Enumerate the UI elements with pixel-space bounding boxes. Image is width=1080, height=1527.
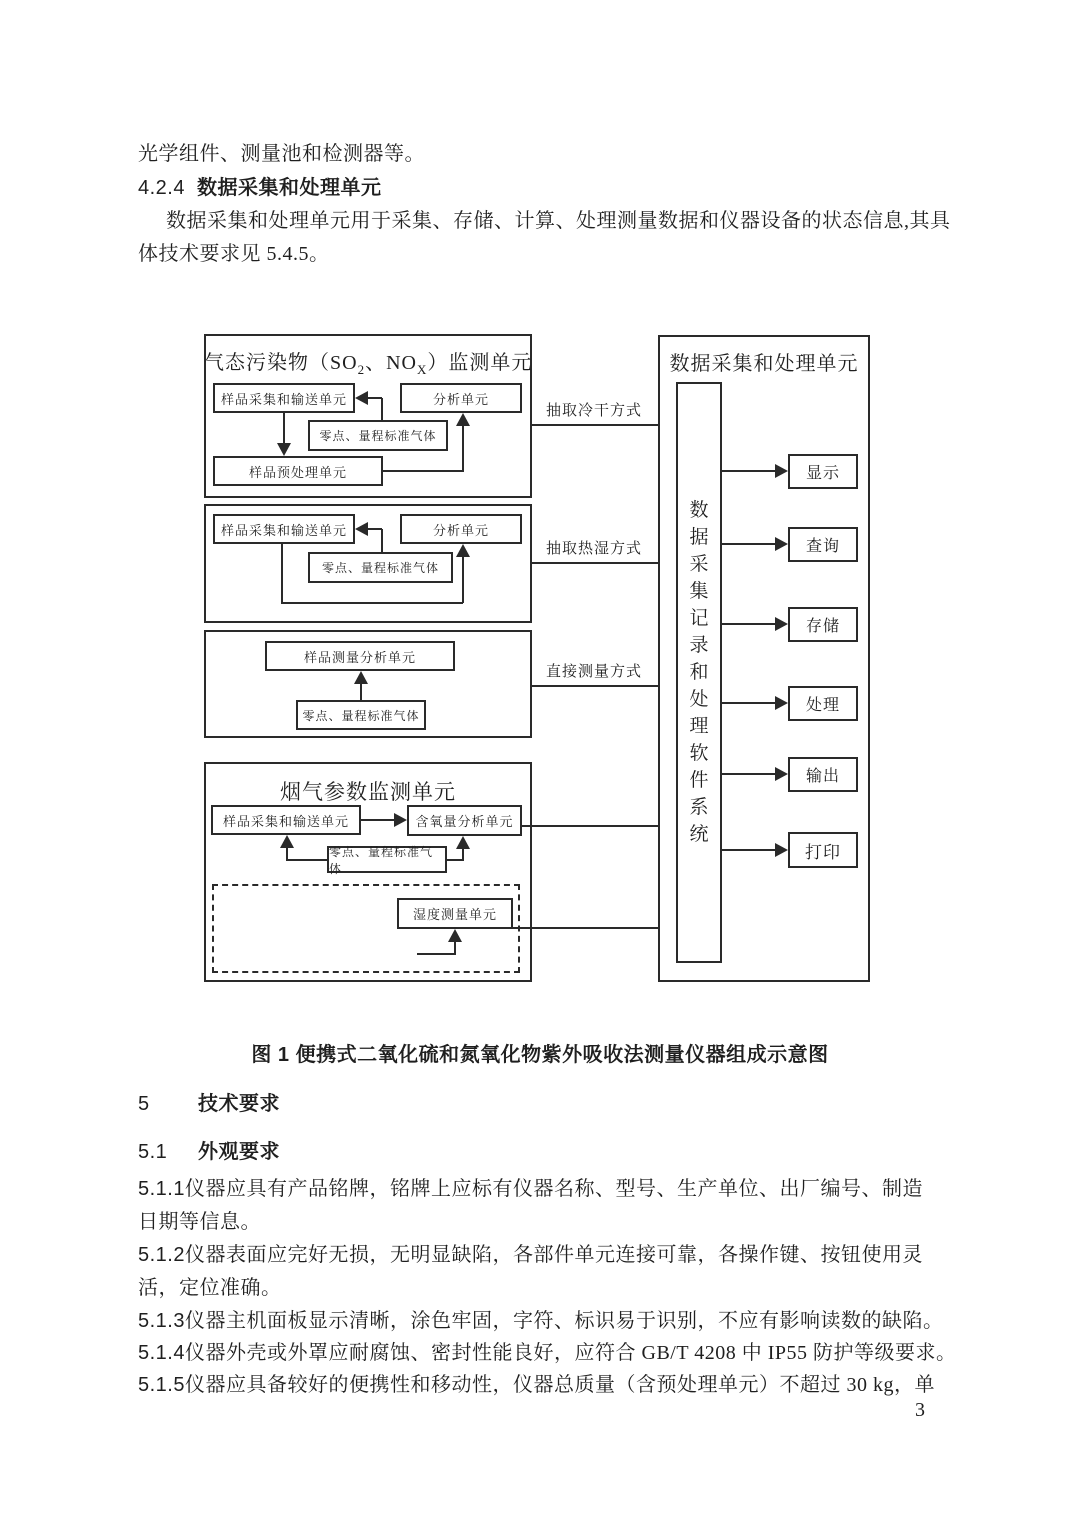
clause-5-1-2 <box>138 1243 923 1267</box>
humidity-measure-box <box>397 898 513 929</box>
connector <box>462 557 464 603</box>
box-label: 样品采集和输送单元 <box>220 522 347 538</box>
connector <box>722 702 775 704</box>
connector <box>368 528 382 530</box>
arrowhead <box>456 836 470 849</box>
s2-sample-collection-box <box>213 514 355 544</box>
flue-unit-title <box>204 776 532 806</box>
box-label: 样品测量分析单元 <box>303 649 416 665</box>
arrowhead <box>775 843 788 857</box>
connector <box>532 562 663 564</box>
connector <box>360 684 362 700</box>
connector <box>513 927 663 929</box>
arrowhead <box>354 671 368 684</box>
clause-number: 5.1.3 <box>138 1310 185 1332</box>
body-line: 光学组件、测量池和检测器等。 <box>138 143 425 165</box>
paragraph-line: 体技术要求见 5.4.5。 <box>138 243 330 265</box>
heading-4-2-4 <box>138 176 381 200</box>
arrowhead <box>775 537 788 551</box>
connector <box>722 773 775 775</box>
box-label: 样品采集和输送单元 <box>222 813 349 829</box>
arrowhead <box>448 929 462 942</box>
box-label: 湿度测量单元 <box>412 907 497 922</box>
heading-title: 技术要求 <box>198 1093 280 1115</box>
flue-zero-span-gas-box <box>327 844 447 876</box>
arrowhead <box>456 413 470 426</box>
connector <box>462 849 464 860</box>
dau-output-output-box <box>788 757 858 792</box>
connector <box>381 529 383 552</box>
s1-pretreatment-box <box>213 456 383 486</box>
connector <box>281 602 463 604</box>
clause-number: 5.1.2 <box>138 1244 185 1266</box>
s3-measure-analysis-box <box>265 641 455 671</box>
box-label: 处理 <box>805 697 840 714</box>
connector <box>281 544 283 604</box>
s3-zero-span-gas-box <box>296 700 426 730</box>
connector <box>462 426 464 471</box>
heading-title: 外观要求 <box>198 1141 280 1163</box>
gas-unit-title-text: 气态污染物（SO <box>204 352 358 374</box>
clause-text: 仪器应具有产品铭牌，铭牌上应标有仪器名称、型号、生产单位、出厂编号、制造 <box>185 1178 923 1200</box>
connector <box>361 819 394 821</box>
arrowhead <box>394 813 407 827</box>
box-label: 存储 <box>805 618 840 635</box>
clause-5-1-1 <box>138 1177 923 1201</box>
heading-number: 4.2.4 <box>138 177 185 199</box>
clause-5-1-2-cont: 活，定位准确。 <box>138 1277 282 1299</box>
clause-number: 5.1.4 <box>138 1342 185 1364</box>
flue-sample-collection-box <box>211 805 361 835</box>
dau-title-text: 数据采集和处理单元 <box>669 353 859 375</box>
flow-label-hot-wet: 抽取热湿方式 <box>546 541 643 557</box>
heading-number: 5.1 <box>138 1141 168 1163</box>
flow-label-direct: 直接测量方式 <box>546 664 643 680</box>
arrowhead <box>775 464 788 478</box>
box-label: 查询 <box>805 538 840 555</box>
clause-text: 仪器表面应完好无损，无明显缺陷，各部件单元连接可靠，各操作键、按钮使用灵 <box>185 1244 923 1266</box>
connector <box>286 848 288 860</box>
box-label: 显示 <box>805 465 840 482</box>
dau-software-column-box <box>676 382 722 963</box>
s2-analysis-box <box>400 514 522 544</box>
connector <box>454 942 456 954</box>
connector <box>522 825 663 827</box>
clause-text: 仪器主机面板显示清晰，涂色牢固，字符、标识易于识别，不应有影响读数的缺陷。 <box>185 1310 944 1332</box>
heading-5-1 <box>138 1140 280 1164</box>
flow-label-cold-dry: 抽取冷干方式 <box>546 403 643 419</box>
nox-subscript: X <box>416 362 428 377</box>
gas-unit-title <box>204 346 532 378</box>
arrowhead <box>355 522 368 536</box>
connector <box>383 470 464 472</box>
connector <box>722 470 775 472</box>
flue-unit-title-text: 烟气参数监测单元 <box>280 780 456 804</box>
box-label: 零点、量程标准气体 <box>319 429 437 443</box>
s2-zero-span-gas-box <box>308 552 453 583</box>
dau-output-process-box <box>788 686 858 721</box>
figure-caption: 图 1 便携式二氧化硫和氮氧化物紫外吸收法测量仪器组成示意图 <box>251 1044 829 1066</box>
heading-5 <box>138 1092 280 1116</box>
so2-subscript: 2 <box>357 362 366 377</box>
box-label: 样品采集和输送单元 <box>220 391 347 407</box>
connector <box>722 543 775 545</box>
flue-oxygen-analysis-box <box>407 805 522 836</box>
gas-unit-title-text: ）监测单元 <box>427 352 533 374</box>
box-label: 分析单元 <box>432 391 489 407</box>
clause-text: 仪器应具备较好的便携性和移动性，仪器总质量（含预处理单元）不超过 30 kg，单 <box>185 1374 935 1396</box>
paragraph-line: 数据采集和处理单元用于采集、存储、计算、处理测量数据和仪器设备的状态信息,其具 <box>166 210 951 232</box>
arrowhead <box>277 443 291 456</box>
connector <box>532 685 663 687</box>
box-label: 零点、量程标准气体 <box>321 561 439 575</box>
arrowhead <box>280 835 294 848</box>
dau-output-print-box <box>788 832 858 868</box>
connector <box>722 623 775 625</box>
arrowhead <box>355 391 368 405</box>
arrowhead <box>456 544 470 557</box>
dau-output-storage-box <box>788 607 858 642</box>
clause-5-1-5 <box>138 1373 935 1397</box>
clause-5-1-1-cont: 日期等信息。 <box>138 1211 261 1233</box>
box-label: 分析单元 <box>432 522 489 538</box>
arrowhead <box>775 767 788 781</box>
clause-5-1-3 <box>138 1309 944 1333</box>
box-label: 零点、量程标准气体 <box>329 844 434 876</box>
box-label: 含氧量分析单元 <box>415 814 514 829</box>
dau-output-query-box <box>788 527 858 562</box>
gas-unit-title-text: 、NO <box>365 352 417 374</box>
box-label: 样品预处理单元 <box>248 464 347 480</box>
s1-zero-span-gas-box <box>308 420 448 451</box>
heading-title: 数据采集和处理单元 <box>196 177 382 199</box>
connector <box>286 859 327 861</box>
connector <box>417 953 456 955</box>
clause-text: 仪器外壳或外罩应耐腐蚀、密封性能良好，应符合 GB/T 4208 中 IP55 防护等级要求。 <box>185 1342 957 1364</box>
clause-number: 5.1.5 <box>138 1374 185 1396</box>
box-label: 打印 <box>805 842 841 862</box>
connector <box>381 398 383 420</box>
clause-5-1-4 <box>138 1341 956 1365</box>
dau-software-column-label: 数据采集记录和处理软件系统 <box>689 500 709 845</box>
connector <box>532 424 663 426</box>
connector <box>283 413 285 443</box>
dau-output-display-box <box>788 454 858 489</box>
s1-sample-collection-box <box>213 383 355 413</box>
dau-title <box>658 347 870 376</box>
box-label: 输出 <box>805 768 840 785</box>
s1-analysis-box <box>400 383 522 413</box>
page-number: 3 <box>915 1399 926 1421</box>
clause-number: 5.1.1 <box>138 1178 185 1200</box>
arrowhead <box>775 696 788 710</box>
heading-number: 5 <box>138 1093 150 1115</box>
connector <box>368 397 382 399</box>
connector <box>722 849 775 851</box>
arrowhead <box>775 617 788 631</box>
box-label: 零点、量程标准气体 <box>302 708 420 723</box>
